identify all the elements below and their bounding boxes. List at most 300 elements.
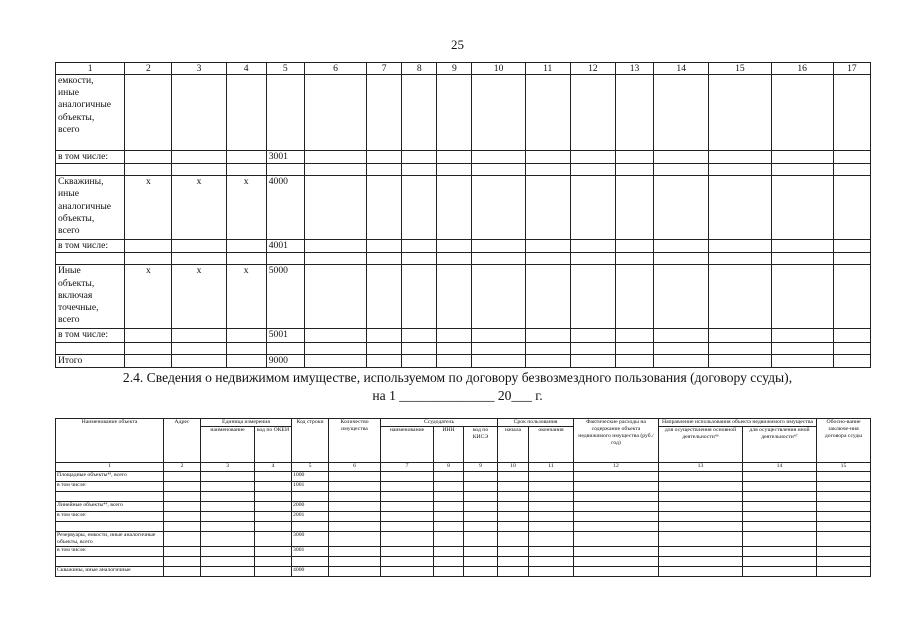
- row-cell: [255, 557, 292, 567]
- row-name: Итого: [56, 354, 125, 367]
- table-continuation: [55, 62, 871, 368]
- row-cell: [164, 482, 201, 492]
- row-cell: [255, 512, 292, 522]
- row-cell: [472, 253, 525, 265]
- row-cell: [498, 502, 529, 512]
- row-cell: [659, 492, 743, 502]
- row-cell: [709, 240, 771, 253]
- header-basis: Обосно-вание заключе-ния договора ссуды: [817, 419, 871, 463]
- column-number: 1: [56, 463, 164, 472]
- row-cell: [615, 75, 653, 151]
- row-code: 2001: [292, 512, 329, 522]
- table-row: [56, 176, 871, 240]
- row-cell: [437, 253, 472, 265]
- table-row: [56, 492, 871, 502]
- column-header: 5: [266, 63, 304, 75]
- row-cell: [570, 151, 615, 164]
- column-header: 10: [472, 63, 525, 75]
- column-number: 6: [329, 463, 381, 472]
- row-cell: [304, 75, 366, 151]
- row-cell: [709, 75, 771, 151]
- row-cell: [833, 240, 870, 253]
- row-cell: [659, 522, 743, 532]
- row-code: 3001: [292, 547, 329, 557]
- row-cell: [464, 567, 498, 577]
- row-cell: [464, 512, 498, 522]
- row-cell: [529, 567, 574, 577]
- row-cell: [529, 557, 574, 567]
- row-cell: [525, 354, 570, 367]
- row-cell: [437, 151, 472, 164]
- row-cell: [817, 532, 871, 547]
- row-cell: [659, 512, 743, 522]
- row-cell: [817, 472, 871, 482]
- row-cell: [164, 547, 201, 557]
- row-cell: [125, 354, 172, 367]
- row-cell: [172, 164, 226, 176]
- header-unit: Единица измерения: [201, 419, 292, 427]
- row-cell: [525, 151, 570, 164]
- row-cell: [434, 472, 464, 482]
- row-cell: [615, 240, 653, 253]
- row-name: в том числе:: [56, 512, 164, 522]
- row-cell: [709, 253, 771, 265]
- column-number: 13: [659, 463, 743, 472]
- row-cell: [817, 557, 871, 567]
- row-name: Скважины, иные аналогичные объекты, всего: [56, 176, 125, 240]
- row-cell: [525, 75, 570, 151]
- row-cell: [402, 176, 437, 240]
- row-cell: [464, 547, 498, 557]
- row-cell: [402, 253, 437, 265]
- table-row: [56, 532, 871, 547]
- row-cell: [743, 492, 817, 502]
- row-cell: [574, 472, 659, 482]
- row-cell: [172, 240, 226, 253]
- column-number: 5: [292, 463, 329, 472]
- row-cell: [434, 512, 464, 522]
- header-unit-name: наименование: [201, 427, 255, 463]
- row-cell: [201, 492, 255, 502]
- row-cell: [434, 567, 464, 577]
- row-name: Резервуары, емкости, иные аналогичные объекты, всего: [56, 532, 164, 547]
- table-row: [56, 240, 871, 253]
- row-cell: [125, 164, 172, 176]
- row-cell: [817, 547, 871, 557]
- row-code: 4001: [266, 240, 304, 253]
- row-cell: [498, 492, 529, 502]
- row-cell: [437, 240, 472, 253]
- row-cell: [529, 547, 574, 557]
- header-row: [56, 63, 871, 75]
- row-cell: [529, 492, 574, 502]
- header-qty: Количество имущества: [329, 419, 381, 463]
- table-row: [56, 151, 871, 164]
- row-cell: [402, 75, 437, 151]
- row-code: 5000: [266, 265, 304, 329]
- row-cell: [201, 502, 255, 512]
- column-header: 2: [125, 63, 172, 75]
- row-cell: [381, 472, 434, 482]
- row-cell: [367, 329, 402, 342]
- row-cell: [304, 164, 366, 176]
- row-cell: [659, 567, 743, 577]
- row-name: в том числе:: [56, 482, 164, 492]
- row-cell: [367, 176, 402, 240]
- row-code: [266, 164, 304, 176]
- row-cell: [615, 151, 653, 164]
- row-cell: [833, 354, 870, 367]
- row-cell: [367, 151, 402, 164]
- row-cell: [659, 502, 743, 512]
- row-cell: [743, 482, 817, 492]
- row-name: емкости, иные аналогичные объекты, всего: [56, 75, 125, 151]
- row-cell: [381, 502, 434, 512]
- row-cell: [255, 532, 292, 547]
- row-cell: [472, 164, 525, 176]
- row-cell: [743, 512, 817, 522]
- row-cell: [172, 75, 226, 151]
- row-cell: [570, 75, 615, 151]
- row-cell: [817, 512, 871, 522]
- row-cell: [833, 265, 870, 329]
- row-cell: [771, 342, 833, 354]
- row-cell: [437, 265, 472, 329]
- row-cell: [833, 151, 870, 164]
- row-code: 3000: [292, 532, 329, 547]
- row-cell: [574, 482, 659, 492]
- header-code: Код строки: [292, 419, 329, 463]
- row-cell: [201, 557, 255, 567]
- row-cell: [525, 342, 570, 354]
- column-header: 3: [172, 63, 226, 75]
- row-code: [266, 75, 304, 151]
- table-row: [56, 482, 871, 492]
- row-cell: [771, 164, 833, 176]
- row-cell: [437, 354, 472, 367]
- row-cell: [329, 557, 381, 567]
- row-cell: [525, 164, 570, 176]
- row-cell: [437, 329, 472, 342]
- row-cell: [125, 151, 172, 164]
- row-cell: [329, 492, 381, 502]
- row-cell: [125, 240, 172, 253]
- header-name: Наименование объекта: [56, 419, 164, 463]
- row-name: Скважины, иные аналогичные: [56, 567, 164, 577]
- table-row: [56, 329, 871, 342]
- row-cell: [817, 522, 871, 532]
- row-cell: [464, 557, 498, 567]
- row-cell: [226, 164, 266, 176]
- header-lender-name: наименование: [381, 427, 434, 463]
- header-start: начала: [498, 427, 529, 463]
- row-cell: [570, 176, 615, 240]
- row-cell: [381, 482, 434, 492]
- row-cell: [472, 240, 525, 253]
- row-cell: [709, 176, 771, 240]
- row-name: [56, 557, 164, 567]
- row-cell: [464, 522, 498, 532]
- row-cell: [304, 253, 366, 265]
- row-cell: [367, 342, 402, 354]
- row-cell: [472, 354, 525, 367]
- column-header: 11: [525, 63, 570, 75]
- row-cell: [201, 532, 255, 547]
- table-row: [56, 567, 871, 577]
- table-row: [56, 472, 871, 482]
- row-cell: [381, 557, 434, 567]
- row-cell: [833, 75, 870, 151]
- row-cell: х: [125, 176, 172, 240]
- row-cell: [529, 472, 574, 482]
- row-cell: [570, 253, 615, 265]
- row-cell: [164, 502, 201, 512]
- table-row: [56, 512, 871, 522]
- row-name: в том числе:: [56, 151, 125, 164]
- row-cell: [172, 329, 226, 342]
- row-name: [56, 164, 125, 176]
- row-cell: х: [172, 176, 226, 240]
- row-cell: [659, 547, 743, 557]
- row-name: в том числе:: [56, 240, 125, 253]
- row-cell: [570, 164, 615, 176]
- row-cell: [817, 482, 871, 492]
- row-cell: [437, 164, 472, 176]
- row-cell: [201, 522, 255, 532]
- row-cell: [659, 557, 743, 567]
- row-cell: [226, 342, 266, 354]
- row-cell: [771, 253, 833, 265]
- row-cell: [659, 482, 743, 492]
- row-cell: [498, 557, 529, 567]
- row-cell: [615, 253, 653, 265]
- row-cell: [329, 547, 381, 557]
- column-header: 7: [367, 63, 402, 75]
- row-cell: [164, 567, 201, 577]
- row-cell: [654, 240, 709, 253]
- row-cell: [709, 354, 771, 367]
- row-cell: [743, 472, 817, 482]
- row-cell: [709, 329, 771, 342]
- row-code: 1000: [292, 472, 329, 482]
- column-header: 15: [709, 63, 771, 75]
- row-cell: [654, 151, 709, 164]
- row-cell: [201, 482, 255, 492]
- header-address: Адрес: [164, 419, 201, 463]
- row-code: 3001: [266, 151, 304, 164]
- row-cell: [654, 329, 709, 342]
- row-cell: [472, 265, 525, 329]
- row-cell: [172, 151, 226, 164]
- row-cell: [226, 329, 266, 342]
- row-cell: [771, 176, 833, 240]
- table-row: [56, 265, 871, 329]
- column-header: 14: [654, 63, 709, 75]
- row-cell: [304, 240, 366, 253]
- row-cell: [226, 151, 266, 164]
- row-cell: [255, 567, 292, 577]
- column-header: 8: [402, 63, 437, 75]
- row-cell: [201, 512, 255, 522]
- row-cell: [574, 492, 659, 502]
- row-cell: [525, 176, 570, 240]
- row-cell: [329, 502, 381, 512]
- row-cell: [525, 329, 570, 342]
- row-cell: [255, 502, 292, 512]
- row-cell: [434, 532, 464, 547]
- row-cell: [402, 240, 437, 253]
- row-cell: [817, 502, 871, 512]
- row-code: [266, 342, 304, 354]
- row-cell: [172, 342, 226, 354]
- row-cell: [570, 342, 615, 354]
- row-cell: [226, 75, 266, 151]
- row-cell: [771, 75, 833, 151]
- row-cell: [164, 472, 201, 482]
- row-cell: [654, 265, 709, 329]
- row-cell: [164, 492, 201, 502]
- row-cell: [255, 522, 292, 532]
- row-cell: [125, 253, 172, 265]
- row-cell: [498, 522, 529, 532]
- table-row: [56, 253, 871, 265]
- row-cell: [201, 547, 255, 557]
- row-cell: [574, 557, 659, 567]
- row-cell: [402, 329, 437, 342]
- column-numbers-row: [56, 463, 871, 472]
- row-name: в том числе:: [56, 547, 164, 557]
- row-cell: [574, 567, 659, 577]
- row-cell: [615, 329, 653, 342]
- row-cell: [615, 164, 653, 176]
- row-cell: [367, 75, 402, 151]
- column-header: 4: [226, 63, 266, 75]
- row-cell: [402, 265, 437, 329]
- row-cell: [304, 342, 366, 354]
- row-cell: [659, 532, 743, 547]
- row-cell: [574, 547, 659, 557]
- row-cell: [402, 164, 437, 176]
- row-cell: [817, 492, 871, 502]
- row-cell: [434, 502, 464, 512]
- table-row: [56, 502, 871, 512]
- section-heading-line2: на 1 ______________ 20___ г.: [372, 388, 543, 403]
- row-name: Иные объекты, включая точечные, всего: [56, 265, 125, 329]
- row-cell: [817, 567, 871, 577]
- row-code: 1001: [292, 482, 329, 492]
- row-cell: [498, 547, 529, 557]
- row-cell: [525, 265, 570, 329]
- row-code: [292, 492, 329, 502]
- row-code: 4000: [292, 567, 329, 577]
- row-cell: [464, 532, 498, 547]
- row-cell: [304, 151, 366, 164]
- column-number: 10: [498, 463, 529, 472]
- row-cell: [164, 512, 201, 522]
- row-cell: [529, 502, 574, 512]
- row-cell: [570, 329, 615, 342]
- row-cell: [529, 482, 574, 492]
- row-cell: [434, 482, 464, 492]
- column-header: 12: [570, 63, 615, 75]
- row-cell: [381, 492, 434, 502]
- row-cell: [304, 329, 366, 342]
- column-number: 3: [201, 463, 255, 472]
- row-cell: [402, 354, 437, 367]
- row-name: [56, 492, 164, 502]
- row-cell: [574, 532, 659, 547]
- row-cell: [498, 567, 529, 577]
- row-cell: [525, 253, 570, 265]
- row-cell: [402, 342, 437, 354]
- row-cell: [771, 265, 833, 329]
- row-code: [292, 522, 329, 532]
- row-cell: [529, 532, 574, 547]
- row-cell: [654, 164, 709, 176]
- header-costs: Фактические расходы на содержание объекта недвижимого имущества (руб./год): [574, 419, 659, 463]
- column-number: 4: [255, 463, 292, 472]
- row-cell: [329, 522, 381, 532]
- row-cell: [367, 265, 402, 329]
- header-inn: ИНН: [434, 427, 464, 463]
- row-cell: [434, 557, 464, 567]
- row-cell: [833, 176, 870, 240]
- table-row: [56, 354, 871, 367]
- column-number: 12: [574, 463, 659, 472]
- row-cell: [367, 240, 402, 253]
- row-cell: [437, 75, 472, 151]
- row-cell: [381, 567, 434, 577]
- row-cell: [574, 512, 659, 522]
- row-cell: [743, 532, 817, 547]
- row-cell: [304, 354, 366, 367]
- row-cell: [525, 240, 570, 253]
- row-cell: [125, 329, 172, 342]
- column-number: 7: [381, 463, 434, 472]
- header-lender: Ссудодатель: [381, 419, 498, 427]
- row-cell: [833, 329, 870, 342]
- header-direction: Направление использования объекта недвижимого имущества: [659, 419, 817, 427]
- row-cell: [402, 151, 437, 164]
- row-cell: [570, 265, 615, 329]
- row-cell: [172, 253, 226, 265]
- column-header: 9: [437, 63, 472, 75]
- row-cell: [654, 342, 709, 354]
- header-end: окончания: [529, 427, 574, 463]
- row-code: [266, 253, 304, 265]
- table-row: [56, 75, 871, 151]
- header-unit-okei: код по ОКЕИ: [255, 427, 292, 463]
- header-kisz: код по КИСЭ: [464, 427, 498, 463]
- column-number: 9: [464, 463, 498, 472]
- row-cell: [472, 75, 525, 151]
- column-header: 1: [56, 63, 125, 75]
- row-name: [56, 522, 164, 532]
- row-cell: [464, 472, 498, 482]
- row-cell: [743, 522, 817, 532]
- row-cell: [833, 164, 870, 176]
- column-number: 14: [743, 463, 817, 472]
- row-cell: [226, 240, 266, 253]
- row-cell: [833, 342, 870, 354]
- row-cell: [498, 512, 529, 522]
- row-cell: [472, 176, 525, 240]
- column-number: 11: [529, 463, 574, 472]
- column-header: 17: [833, 63, 870, 75]
- row-cell: [659, 472, 743, 482]
- header-main: для осуществления основной деятельности⁴⁶: [659, 427, 743, 463]
- row-code: 4000: [266, 176, 304, 240]
